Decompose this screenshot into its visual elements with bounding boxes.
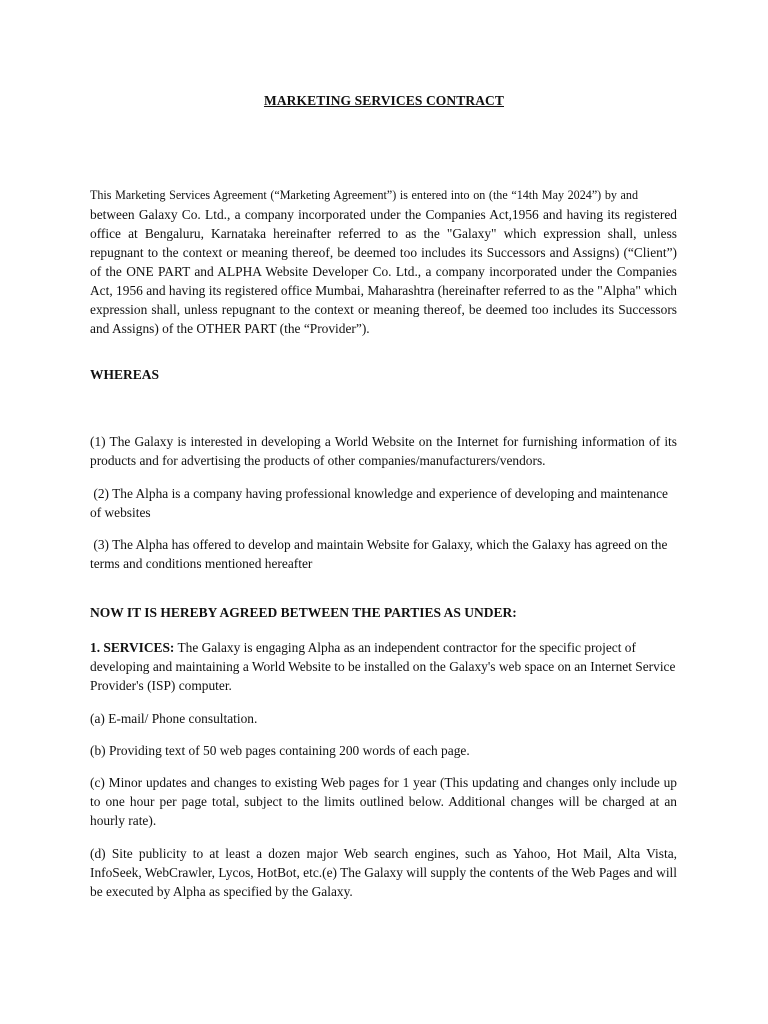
intro-first-line: This Marketing Services Agreement (“Marketing Agreement”) is entered into on (the “14th May 2024”) by and — [90, 188, 639, 202]
services-label: 1. SERVICES: — [90, 640, 175, 655]
services-paragraph — [90, 638, 677, 695]
services-text: The Galaxy is engaging Alpha as an independent contractor for the specific project of developing and maintaining a World Website to be installed on the Galaxy's web space on an Internet Service Provider's (ISP) computer. — [90, 640, 676, 693]
service-item-c: (c) Minor updates and changes to existing Web pages for 1 year (This updating and changes only include up to one hour per page total, subject to the limits outlined below. Additional changes will be charged at an hourly rate). — [90, 775, 677, 828]
service-item-a: (a) E-mail/ Phone consultation. — [90, 711, 258, 726]
whereas-heading: WHEREAS — [90, 367, 160, 382]
agreed-heading: NOW IT IS HEREBY AGREED BETWEEN THE PARTIES AS UNDER: — [90, 605, 517, 620]
whereas-clause-3: (3) The Alpha has offered to develop and maintain Website for Galaxy, which the Galaxy has agreed on the terms and conditions mentioned hereafter — [90, 537, 671, 571]
service-item-b: (b) Providing text of 50 web pages containing 200 words of each page. — [90, 743, 470, 758]
intro-paragraph: between Galaxy Co. Ltd., a company incorporated under the Companies Act,1956 and having its registered office at Bengaluru, Karnataka hereinafter referred to as the "Galaxy" which expression shall, unless repugnant to the context or meaning thereof, be deemed too includes its Successors and Assigns) (“Client”) of the ONE PART and ALPHA Website Developer Co. Ltd., a company incorporated under the Companies Act, 1956 and having its registered office Mumbai, Maharashtra (hereinafter referred to as the "Alpha" which expression shall, unless repugnant to the context or meaning thereof, be deemed too includes its Successors and Assigns) of the OTHER PART (the “Provider”). — [90, 207, 677, 336]
whereas-clause-1: (1) The Galaxy is interested in developing a World Website on the Internet for furnishing information of its products and for advertising the products of other companies/manufacturers/vendors. — [90, 434, 677, 468]
service-item-d: (d) Site publicity to at least a dozen major Web search engines, such as Yahoo, Hot Mail, Alta Vista, InfoSeek, WebCrawler, Lycos, HotBot, etc.(e) The Galaxy will supply the contents of the Web Pages and will be executed by Alpha as specified by the Galaxy. — [90, 846, 677, 899]
document-title: MARKETING SERVICES CONTRACT — [263, 93, 504, 108]
whereas-clause-2: (2) The Alpha is a company having professional knowledge and experience of developing and maintenance of websites — [90, 486, 672, 520]
